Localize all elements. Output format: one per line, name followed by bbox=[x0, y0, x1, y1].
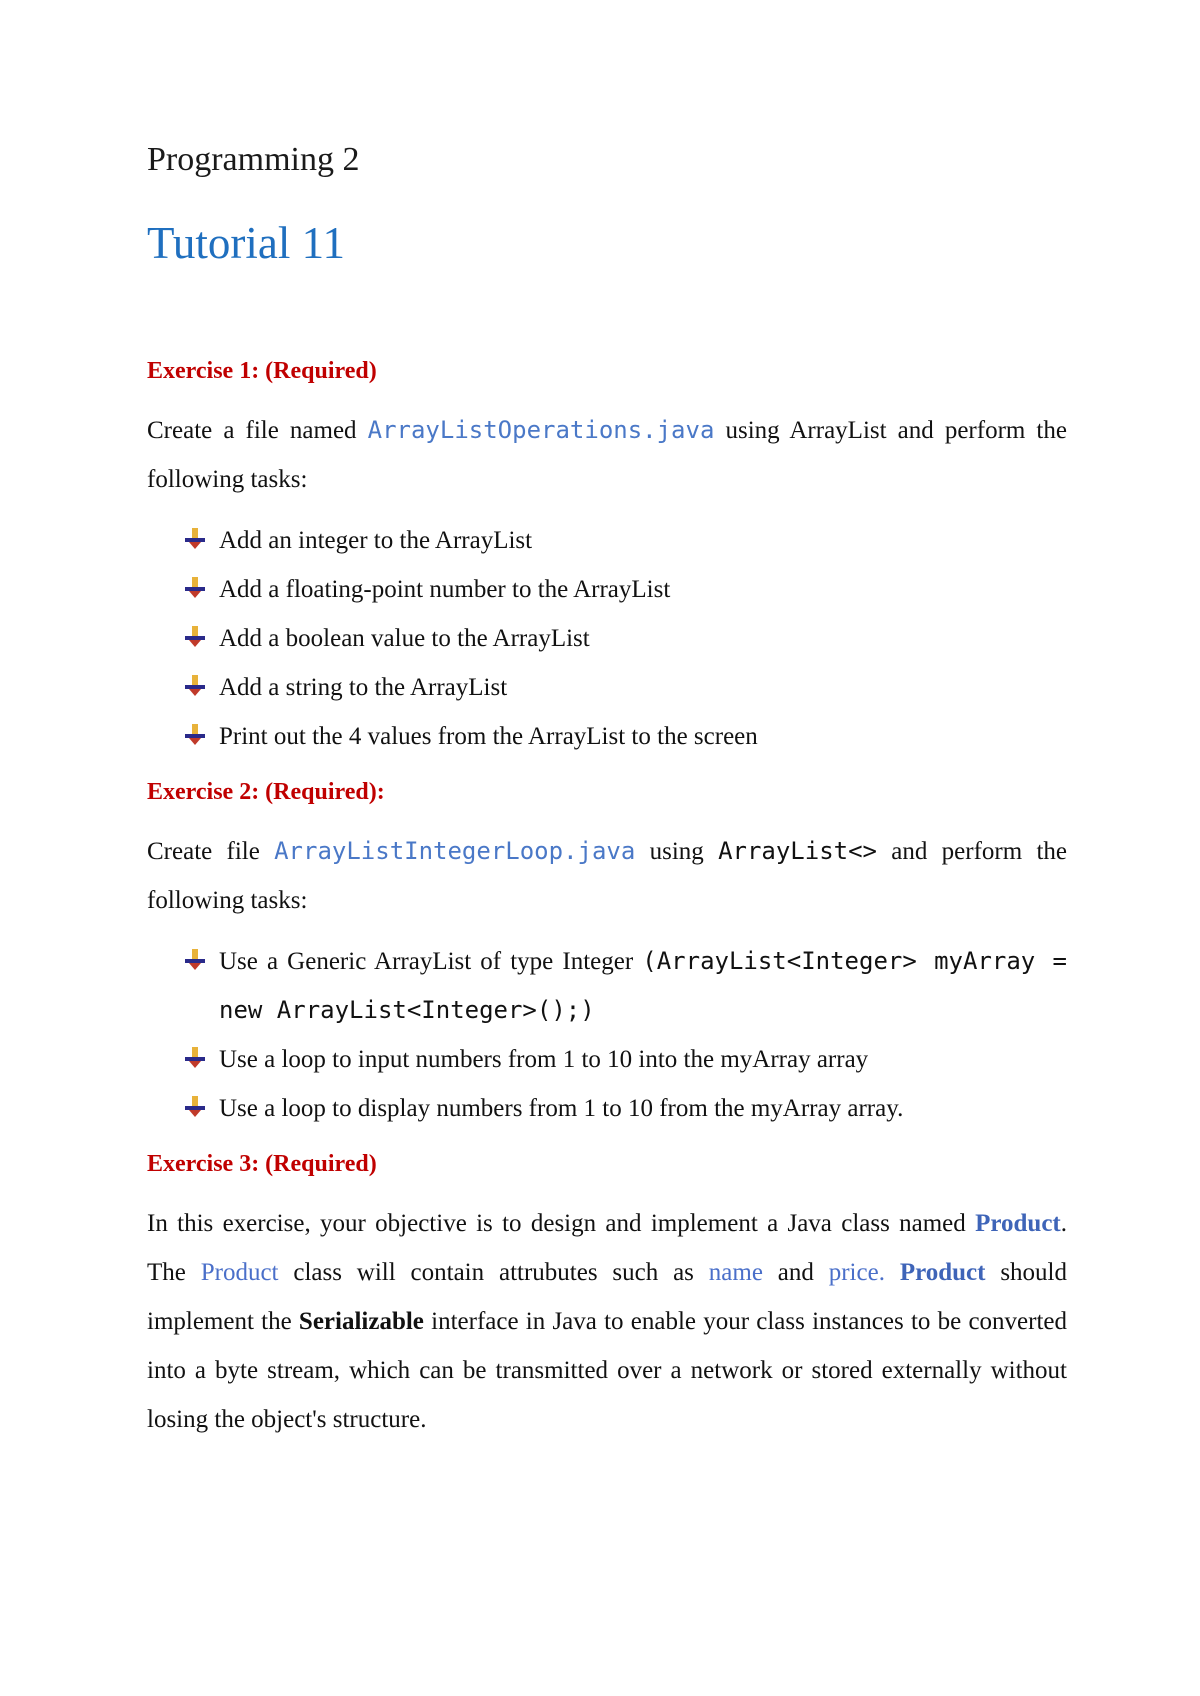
list-item bbox=[147, 1035, 1067, 1084]
document-content bbox=[147, 140, 1067, 1444]
exercise-1 bbox=[147, 356, 1067, 761]
task-text: Add a floating-point number to the ArrayList bbox=[219, 576, 671, 603]
arrow-bullet-icon bbox=[183, 625, 207, 649]
exercise-2 bbox=[147, 777, 1067, 1133]
task-text: Print out the 4 values from the ArrayList to the screen bbox=[219, 723, 758, 750]
attribute-name: name bbox=[708, 1259, 763, 1286]
body-text: In this exercise, your objective is to design and implement a Java class named bbox=[147, 1210, 976, 1237]
arrow-bullet-icon bbox=[183, 1046, 207, 1070]
exercise-2-intro-text-c: and perform the following tasks: bbox=[147, 838, 1067, 914]
exercise-2-task-list bbox=[147, 937, 1067, 1133]
list-item bbox=[147, 516, 1067, 565]
task-text: Use a Generic ArrayList of type Integer bbox=[219, 948, 643, 975]
body-text: and bbox=[762, 1259, 829, 1286]
list-item bbox=[147, 565, 1067, 614]
task-code: (ArrayList<Integer> myArray = new ArrayList<Integer>();) bbox=[219, 947, 1067, 1024]
exercise-2-intro-text-b: using bbox=[635, 838, 719, 865]
body-text: . The bbox=[147, 1210, 1067, 1286]
list-item bbox=[147, 937, 1067, 1035]
exercise-1-heading: Exercise 1: (Required) bbox=[147, 358, 377, 384]
exercise-2-intro-text-a: Create file bbox=[147, 838, 275, 865]
exercise-1-intro-text-a: Create a file named bbox=[147, 417, 368, 444]
tutorial-title: Tutorial 11 bbox=[147, 218, 345, 268]
list-item bbox=[147, 614, 1067, 663]
task-text: Add a string to the ArrayList bbox=[219, 674, 508, 701]
task-text: Use a loop to display numbers from 1 to 10 from the myArray array. bbox=[219, 1095, 904, 1122]
exercise-2-heading: Exercise 2: (Required): bbox=[147, 779, 385, 805]
arrow-bullet-icon bbox=[183, 1095, 207, 1119]
course-name: Programming 2 bbox=[147, 141, 360, 178]
exercise-1-intro-text-b: using ArrayList and perform the following tasks: bbox=[147, 417, 1067, 493]
list-item bbox=[147, 663, 1067, 712]
exercise-2-intro bbox=[147, 827, 1067, 925]
body-text: class will contain attrubutes such as bbox=[278, 1259, 709, 1286]
exercise-2-filename: ArrayListIntegerLoop.java bbox=[274, 837, 636, 865]
exercise-1-intro bbox=[147, 406, 1067, 504]
arrow-bullet-icon bbox=[183, 576, 207, 600]
exercise-3-body bbox=[147, 1199, 1067, 1444]
exercise-1-task-list bbox=[147, 516, 1067, 761]
class-name-product-plain: Product bbox=[200, 1259, 279, 1286]
exercise-1-filename: ArrayListOperations.java bbox=[367, 416, 715, 444]
task-text: Add a boolean value to the ArrayList bbox=[219, 625, 590, 652]
exercise-3-heading: Exercise 3: (Required) bbox=[147, 1151, 377, 1177]
arrow-bullet-icon bbox=[183, 948, 207, 972]
arrow-bullet-icon bbox=[183, 723, 207, 747]
attribute-price: price. bbox=[828, 1259, 885, 1286]
class-name-product: Product bbox=[975, 1210, 1061, 1237]
serializable-keyword: Serializable bbox=[298, 1308, 424, 1335]
exercise-3 bbox=[147, 1149, 1067, 1444]
class-name-product-2: Product bbox=[899, 1259, 986, 1286]
list-item bbox=[147, 712, 1067, 761]
task-text: Use a loop to input numbers from 1 to 10 into the myArray array bbox=[219, 1046, 869, 1073]
list-item bbox=[147, 1084, 1067, 1133]
arrow-bullet-icon bbox=[183, 527, 207, 551]
exercise-2-code-type: ArrayList<> bbox=[718, 837, 878, 865]
body-text: interface in Java to enable your class instances to be converted into a byte stream, which can be transmitted over a network or stored externally without losing the object's structure. bbox=[147, 1308, 1068, 1433]
body-text: should implement the bbox=[147, 1259, 1067, 1335]
arrow-bullet-icon bbox=[183, 674, 207, 698]
task-text: Add an integer to the ArrayList bbox=[219, 527, 533, 554]
